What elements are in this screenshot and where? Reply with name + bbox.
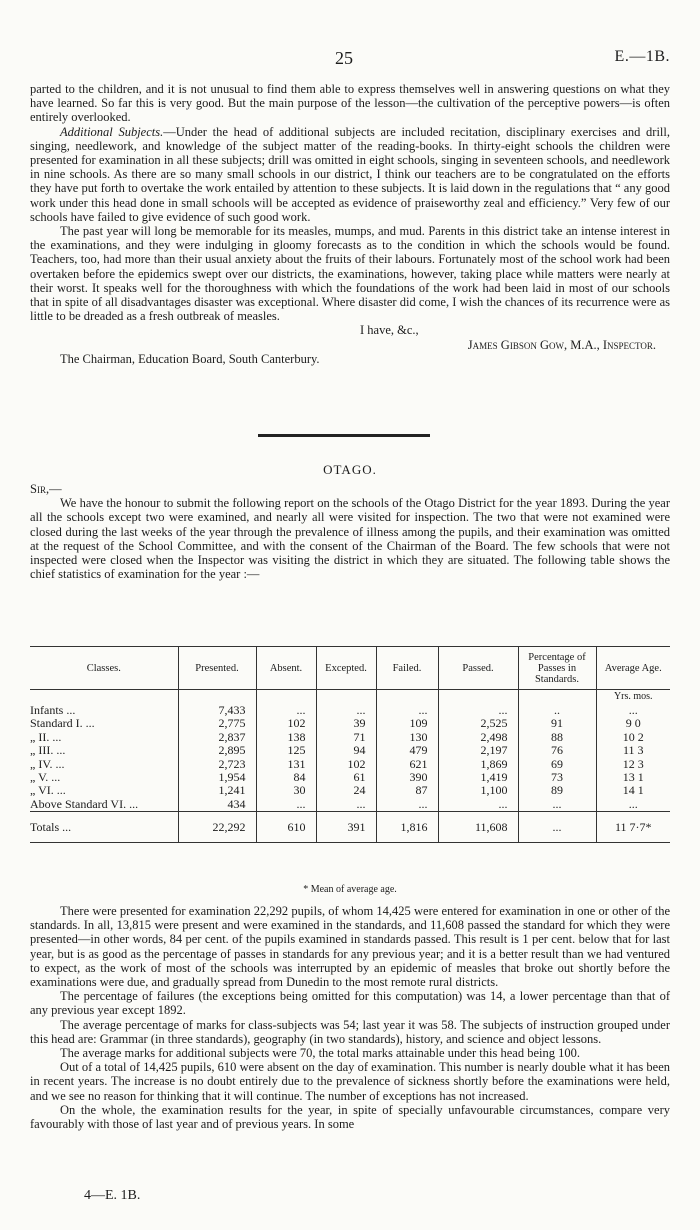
document-reference: E.—1B. — [614, 48, 670, 65]
table-cell: 14 1 — [596, 784, 670, 797]
table-cell: 479 — [376, 744, 438, 757]
paragraph: The past year will long be memorable for its measles, mumps, and mud. Parents in this district take an intense interest in the examinations, and they were indulging in gloomy forecasts as to the condition in which the schools would be found. Teachers, too, had more than their usual anxiety about the fruits of their labours. Fortunately most of the school work had been overtaken before the epidemics swept over our districts, the examinations, however, taking place while matters were nearly at their worst. It speaks well for the thoroughness with which the foundations of the work had been laid in most of our schools that in spite of all disadvantages disaster was exceptional. Where disaster did come, I wish the chances of its recurrence were as little to be dreaded as a fresh outbreak of measles. — [30, 224, 670, 324]
table-header-row — [30, 647, 670, 690]
table-cell: 11,608 — [438, 812, 518, 843]
table-cell: 125 — [256, 744, 316, 757]
paragraph: parted to the children, and it is not unusual to find them able to express themselves well in answering questions on what they have learned. So far this is very good. But the main purpose of the lesson—the cultivation of the perceptive powers—is often entirely overlooked. — [30, 82, 670, 125]
table-cell: 39 — [316, 717, 376, 730]
section-divider — [258, 434, 430, 437]
table-cell: 69 — [518, 758, 596, 771]
table-cell: 102 — [256, 717, 316, 730]
table-row — [30, 717, 670, 730]
column-header: Failed. — [376, 647, 438, 690]
table-row — [30, 704, 670, 717]
table-cell: 61 — [316, 771, 376, 784]
table-cell: 434 — [178, 798, 256, 812]
table-cell: 2,197 — [438, 744, 518, 757]
table-cell: ... — [376, 798, 438, 812]
section-title: OTAGO. — [323, 462, 377, 477]
totals-row — [30, 812, 670, 843]
table-cell: ... — [518, 798, 596, 812]
paragraph: There were presented for examination 22,292 pupils, of whom 14,425 were entered for examination in one or other of the standards. In all, 13,815 were present and were examined in the standards, and 11,608 passed the standard for which they were presented—in other words, 84 per cent. of the pupils examined in standards passed. This result is 1 per cent. below that for last year, but is as good as the percentage of passes in standards for any previous year; and it is a better result than we had ventured to expect, as the work of most of the schools was interrupted by an epidemic of measles that broke out shortly before the examinations were due, and gradually spread from Dunedin to the most remote rural districts. — [30, 904, 670, 990]
table-cell: ... — [376, 704, 438, 717]
table-cell: 621 — [376, 758, 438, 771]
page-number: 25 — [335, 48, 353, 68]
table-cell: 1,954 — [178, 771, 256, 784]
table-cell: 24 — [316, 784, 376, 797]
table-cell: „ V. ... — [30, 770, 61, 785]
table-cell: 2,895 — [178, 744, 256, 757]
otago-report-body — [30, 904, 670, 1131]
table-cell: „ VI. ... — [30, 783, 66, 798]
table-cell: 131 — [256, 758, 316, 771]
table-cell: 76 — [518, 744, 596, 757]
table-cell: 73 — [518, 771, 596, 784]
table-cell: 2,775 — [178, 717, 256, 730]
table-cell: ... — [316, 704, 376, 717]
table-cell: 11 3 — [596, 744, 670, 757]
paragraph: The average marks for additional subjects were 70, the total marks attainable under this head being 100. — [60, 1046, 580, 1061]
paragraph: On the whole, the examination results for the year, in spite of specially unfavourable circumstances, compare very favourably with those of last year and of previous years. In some — [30, 1102, 670, 1132]
paragraph: Out of a total of 14,425 pupils, 610 were absent on the day of examination. This number is nearly double what it has been in recent years. The increase is no doubt entirely due to the prevalence of sickness shortly before the examinations were held, and we see no reason for thinking that it will continue. The number of exceptions has not increased. — [30, 1060, 670, 1103]
south-canterbury-report-end — [30, 82, 670, 366]
table-cell: ... — [596, 798, 670, 812]
units-label: Yrs. mos. — [596, 690, 670, 705]
table-cell: 71 — [316, 731, 376, 744]
paragraph: The average percentage of marks for class-subjects was 54; last year it was 58. The subjects of instruction grouped under this head are: Grammar (in three standards), geography (in two standards), history, and science and object lessons. — [30, 1017, 670, 1046]
table-cell: ... — [596, 704, 670, 717]
units-row — [30, 690, 670, 705]
page-header — [30, 42, 670, 72]
table-cell: ... — [256, 704, 316, 717]
paragraph — [30, 125, 670, 224]
otago-report-intro — [30, 482, 670, 581]
table-cell: „ II. ... — [30, 729, 62, 744]
table-cell: 109 — [376, 717, 438, 730]
table-cell: 11 7·7* — [596, 812, 670, 843]
table-cell: Above Standard VI. ... — [30, 796, 139, 811]
table-cell: ... — [256, 798, 316, 812]
signature-mark: 4—E. 1B. — [84, 1188, 141, 1203]
addressee: The Chairman, Education Board, South Canterbury. — [60, 351, 320, 366]
inspector-signature: James Gibson Gow, M.A., Inspector. — [467, 337, 656, 352]
table-cell: 390 — [376, 771, 438, 784]
column-header: Passed. — [438, 647, 518, 690]
table-cell: ... — [438, 798, 518, 812]
table-cell: 13 1 — [596, 771, 670, 784]
table-cell: .. — [518, 704, 596, 717]
table-cell: Standard I. ... — [30, 716, 95, 731]
salutation: Sir,— — [30, 482, 62, 496]
table-row — [30, 758, 670, 771]
table-row — [30, 731, 670, 744]
examination-statistics-table — [30, 646, 670, 843]
table-cell: 130 — [376, 731, 438, 744]
column-header: Classes. — [30, 647, 178, 690]
table-cell: „ IV. ... — [30, 756, 65, 771]
table-row — [30, 771, 670, 784]
table-cell: ... — [438, 704, 518, 717]
column-header: Excepted. — [316, 647, 376, 690]
table-cell: 1,869 — [438, 758, 518, 771]
table-cell: 1,419 — [438, 771, 518, 784]
table-cell: 30 — [256, 784, 316, 797]
table-cell: 2,723 — [178, 758, 256, 771]
paragraph: The percentage of failures (the exceptions being omitted for this computation) was 14, a lower percentage than that of any previous year except 1892. — [30, 989, 670, 1018]
table-cell: 391 — [316, 812, 376, 843]
table-cell: 1,241 — [178, 784, 256, 797]
paragraph-text: —Under the head of additional subjects are included recitation, disciplinary exercises and drill, singing, needlework, and knowledge of the subject matter of the reading-books. In thirty-eight schools the children were presented for examination in all these subjects; drill was omitted in eight schools, singing in seventeen schools, and needlework in nine schools. As there are so many small schools in our district, I think our teachers are to be congratulated on the efforts they have put forth to overtake the work entailed by attention to these subjects. It is laid down in the regulations that “ any good work under this head done in small schools will be accepted as evidence of praiseworthy zeal and efficiency.” Very few of our schools have failed to give evidence of such good work. — [30, 124, 670, 224]
table-cell: 10 2 — [596, 731, 670, 744]
table-cell: 87 — [376, 784, 438, 797]
table-cell: 89 — [518, 784, 596, 797]
table-cell: 22,292 — [178, 812, 256, 843]
table-cell: 9 0 — [596, 717, 670, 730]
table-cell: ... — [316, 798, 376, 812]
table-cell: 2,498 — [438, 731, 518, 744]
column-header: Percentage of Passes in Standards. — [518, 647, 596, 690]
table-cell: 12 3 — [596, 758, 670, 771]
column-header: Absent. — [256, 647, 316, 690]
table-cell: 7,433 — [178, 704, 256, 717]
table-cell: 91 — [518, 717, 596, 730]
table-row — [30, 798, 670, 812]
table-cell: 2,525 — [438, 717, 518, 730]
table-cell: Totals ... — [30, 812, 178, 843]
column-header: Presented. — [178, 647, 256, 690]
table-row — [30, 784, 670, 797]
table-cell: 94 — [316, 744, 376, 757]
table-cell: „ III. ... — [30, 743, 66, 758]
table-cell: 1,816 — [376, 812, 438, 843]
table-cell: 1,100 — [438, 784, 518, 797]
column-header: Average Age. — [596, 647, 670, 690]
paragraph: We have the honour to submit the following report on the schools of the Otago District for the year 1893. During the year all the schools except two were examined, and nearly all were visited for inspection. The two that were not examined were closed during the last weeks of the year through the prevalence of illness among the pupils, and their examination was omitted at the request of the School Committee, and with the consent of the Chairman of the Board. The few schools that were not inspected were closed when the Inspector was visiting the district in which they are situated. The following table shows the chief statistics of examination for the year :— — [30, 496, 670, 582]
table-cell: 88 — [518, 731, 596, 744]
table-cell: Infants ... — [30, 703, 76, 717]
table-cell: 610 — [256, 812, 316, 843]
table-cell: 2,837 — [178, 731, 256, 744]
section-heading: Additional Subjects. — [60, 124, 164, 139]
closing: I have, &c., — [360, 323, 419, 338]
table-cell: 102 — [316, 758, 376, 771]
table-cell: 84 — [256, 771, 316, 784]
table-cell: ... — [518, 812, 596, 843]
table-cell: 138 — [256, 731, 316, 744]
table-footnote: * Mean of average age. — [303, 884, 397, 895]
table-row — [30, 744, 670, 757]
